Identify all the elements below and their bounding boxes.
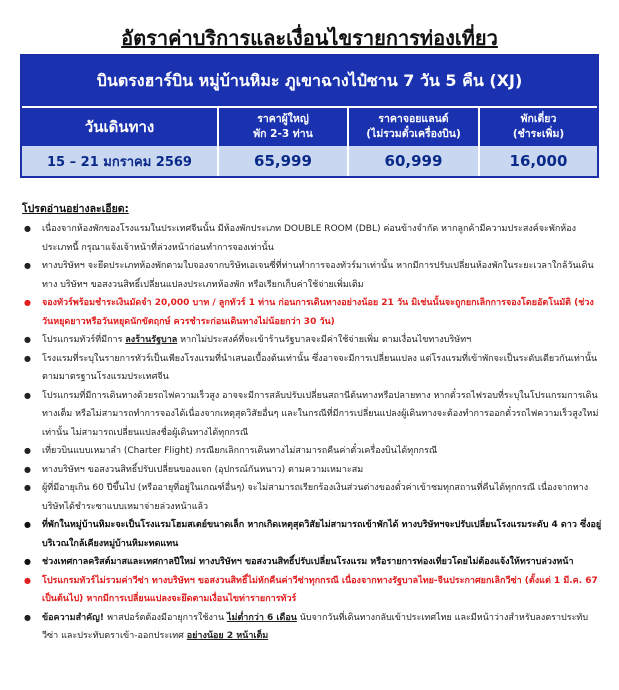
note-item bbox=[22, 479, 602, 516]
bullet-icon: ● bbox=[24, 464, 31, 474]
note-item bbox=[22, 461, 602, 480]
note-text-part: หากไม่ประสงค์ที่จะเข้าร้านรัฐบาลจะมีค่าใช้จ่ายเพิ่ม ตามเงื่อนไขทางบริษัทฯ bbox=[177, 335, 472, 345]
note-item bbox=[22, 220, 602, 257]
bullet-icon: ● bbox=[24, 224, 31, 233]
note-item-holiday bbox=[22, 553, 602, 572]
bullet-icon: ● bbox=[24, 261, 31, 270]
header-joinland-line2: (ไม่รวมตั๋วเครื่องบิน) bbox=[366, 128, 461, 140]
notes-title: โปรดอ่านอย่างละเอียด: bbox=[22, 203, 129, 215]
header-adult-line1: ราคาผู้ใหญ่ bbox=[257, 113, 309, 125]
note-text-emphasis: อย่างน้อย 2 หน้าเต็ม bbox=[186, 631, 269, 641]
bullet-icon: ● bbox=[24, 390, 31, 400]
note-text-part: พาสปอร์ตต้องมีอายุการใช้งาน bbox=[107, 612, 227, 623]
note-item bbox=[22, 331, 602, 350]
note-text: จองทัวร์พร้อมชำระเงินมัดจำ 20,000 บาท / ลูกทัวร์ 1 ท่าน ก่อนการเดินทางอย่างน้อย 21 วัน มิเช่นนั้นจะถูกยกเลิกการจองโดยอัตโนมัติ (ช่วงวันหยุดยาวหรือวันหยุดนักขัตฤกษ์ ควรชำระก่อนเดินทางไม่น้อยกว่า 30 วัน) bbox=[42, 298, 594, 327]
note-item bbox=[22, 350, 602, 387]
note-text: ที่พักในหมู่บ้านหิมะจะเป็นโรงแรมโฮมสเตย์ขนาดเล็ก หากเกิดเหตุสุดวิสัยไม่สามารถเข้าพักได้ ทางบริษัทฯจะปรับเปลี่ยนโรงแรมระดับ 4 ดาว ซึ่งอยู่บริเวณใกล้เคียงหมู่บ้านหิมะทดแทน bbox=[42, 520, 602, 549]
page-title: อัตราค่าบริการและเงื่อนไขรายการท่องเที่ยว bbox=[121, 26, 498, 50]
note-text: โปรแกรมทัวร์ไม่รวมค่าวีซ่า ทางบริษัทฯ ขอสงวนสิทธิ์ไม่หักคืนค่าวีซ่าทุกกรณี เนื่องจากทางรัฐบาลไทย-จีนประกาศยกเลิกวีซ่า (ตั้งแต่ 1 มี.ค. 67 เป็นต้นไป) หากมีการเปลี่ยนแปลงจะยึดตามเงื่อนไขท่ารายการทัวร์ bbox=[42, 575, 598, 604]
header-single-line2: (ชำระเพิ่ม) bbox=[512, 128, 565, 140]
header-joinland-price bbox=[349, 108, 480, 146]
bullet-icon: ● bbox=[24, 446, 31, 455]
travel-date-value: 15 – 21 มกราคม 2569 bbox=[22, 146, 219, 176]
header-travel-date: วันเดินทาง bbox=[22, 108, 219, 146]
bullet-icon: ● bbox=[24, 335, 31, 344]
note-text-emphasis: ไม่ต่ำกว่า 6 เดือน bbox=[226, 612, 297, 623]
bullet-icon: ● bbox=[24, 483, 31, 492]
table-row bbox=[22, 146, 597, 176]
joinland-price-value: 60,999 bbox=[349, 146, 480, 176]
note-item bbox=[22, 442, 602, 461]
bullet-icon: ● bbox=[24, 298, 31, 307]
header-single-line1: พักเดี่ยว bbox=[520, 113, 557, 125]
bullet-icon: ● bbox=[24, 575, 31, 585]
note-text-part: นับจากวันที่เดินทางกลับเข้าประเทศไทย และมีหน้าว่างสำหรับลงตราประทับวีซ่า และประทับตราเข้า-ออกประเทศ bbox=[42, 612, 589, 641]
note-item-visa bbox=[22, 572, 602, 609]
note-text bbox=[42, 609, 602, 646]
header-joinland-line1: ราคาจอยแลนด์ bbox=[378, 113, 449, 125]
note-text: เนื่องจากห้องพักของโรงแรมในประเทศจีนนั้น มีห้องพักประเภท DOUBLE ROOM (DBL) ค่อนข้างจำกัด หากลูกค้ามีความประสงค์จะพักห้องประเภทนี้ กรุณาแจ้งเจ้าหน้าที่ล่วงหน้าก่อนทำการจองเท่านั้น bbox=[42, 224, 576, 253]
note-text-emphasis: ข้อความสำคัญ! bbox=[42, 612, 108, 623]
adult-price-value: 65,999 bbox=[219, 146, 349, 176]
price-table bbox=[20, 54, 599, 178]
note-item-passport bbox=[22, 609, 602, 646]
note-item bbox=[22, 257, 602, 294]
note-text: ผู้ที่มีอายุเกิน 60 ปีขึ้นไป (หรืออายุที่อยู่ในเกณฑ์อื่นๆ) จะไม่สามารถเรียกร้องเงินส่วนต่างของตั๋วค่าเข้าชมทุกสถานที่คืนได้ทุกกรณี เนื่องจากทางบริษัทได้ชำระซาแบบเหมาจ่ายล่วงหน้าแล้ว bbox=[42, 483, 589, 512]
note-item-homestay bbox=[22, 516, 602, 553]
bullet-icon: ● bbox=[24, 353, 31, 363]
header-adult-line2: พัก 2-3 ท่าน bbox=[253, 128, 313, 140]
bullet-icon: ● bbox=[24, 520, 31, 529]
note-text bbox=[42, 331, 602, 350]
single-supplement-value: 16,000 bbox=[509, 152, 568, 170]
note-text: ช่วงเทศกาลคริสต์มาสและเทศกาลปีใหม่ ทางบริษัทฯ ขอสงวนสิทธิ์ปรับเปลี่ยนโรงแรม หรือรายการท่องเที่ยวโดยไม่ต้องแจ้งให้ทราบล่วงหน้า bbox=[42, 557, 574, 567]
note-text: โรงแรมที่ระบุในรายการทัวร์เป็นเพียงโรงแรมที่นำเสนอเบื้องต้นเท่านั้น ซึ่งอาจจะมีการเปลี่ยนแปลง แต่โรงแรมที่เข้าพักจะเป็นระดับเดียวกันเท่านั้น ตามมาตรฐานโรงแรมประเทศจีน bbox=[42, 353, 598, 382]
note-text-emphasis: ลงร้านรัฐบาล bbox=[125, 335, 178, 345]
note-text: เที่ยวบินแบบเหมาลำ (Charter Flight) กรณียกเลิกการเดินทางไม่สามารถคืนค่าตั๋วเครื่องบินได้ทุกกรณี bbox=[42, 446, 438, 456]
note-text: ทางบริษัทฯ ขอสงวนสิทธิ์ปรับเปลี่ยนของแจก (อุปกรณ์กันหนาว) ตามความเหมาะสม bbox=[42, 464, 364, 475]
note-item-deposit bbox=[22, 294, 602, 331]
tour-name: บินตรงฮาร์บิน หมู่บ้านหิมะ ภูเขาฉางไป๋ซาน 7 วัน 5 คืน (XJ) bbox=[22, 56, 597, 108]
table-header-row bbox=[22, 108, 597, 146]
bullet-icon: ● bbox=[24, 612, 31, 622]
note-text: ทางบริษัทฯ จะยึดประเภทห้องพักตามใบจองจากบริษัทเอเจนซี่ที่ท่านทำการจองทัวร์มาเท่านั้น หากมีการปรับเปลี่ยนห้องพักในระยะเวลาใกล้วันเดินทาง บริษัทฯ ขอสงวนสิทธิ์เปลี่ยนแปลงประเภทห้องพัก หรือเรียกเก็บค่าใช้จ่ายเพิ่มเติม bbox=[42, 261, 594, 290]
note-text-part: โปรแกรมทัวร์ที่มีการ bbox=[42, 335, 126, 345]
bullet-icon: ● bbox=[24, 557, 31, 566]
header-single-supplement bbox=[480, 108, 597, 146]
header-adult-price bbox=[219, 108, 349, 146]
notes-list bbox=[22, 220, 602, 646]
note-item bbox=[22, 387, 602, 443]
note-text: โปรแกรมที่มีการเดินทางด้วยรถไฟความเร็วสูง อาจจะมีการสลับปรับเปลี่ยนสถานีต้นทางหรือปลายทาง หากตั๋วรถไฟรอบที่ระบุในโปรแกรมการเดินทางเต็ม หรือไม่สามารถทำการจองได้เนื่องจากเหตุสุดวิสัยอื่นๆ และในกรณีที่มีการเปลี่ยนแปลงผู้เดินทางจะต้องทำการออกตั๋วรถไฟความเร็วสูงใหม่เท่านั้น ไม่สามารถเปลี่ยนแปลงชื่อผู้เดินทางได้ทุกกรณี bbox=[42, 390, 599, 438]
